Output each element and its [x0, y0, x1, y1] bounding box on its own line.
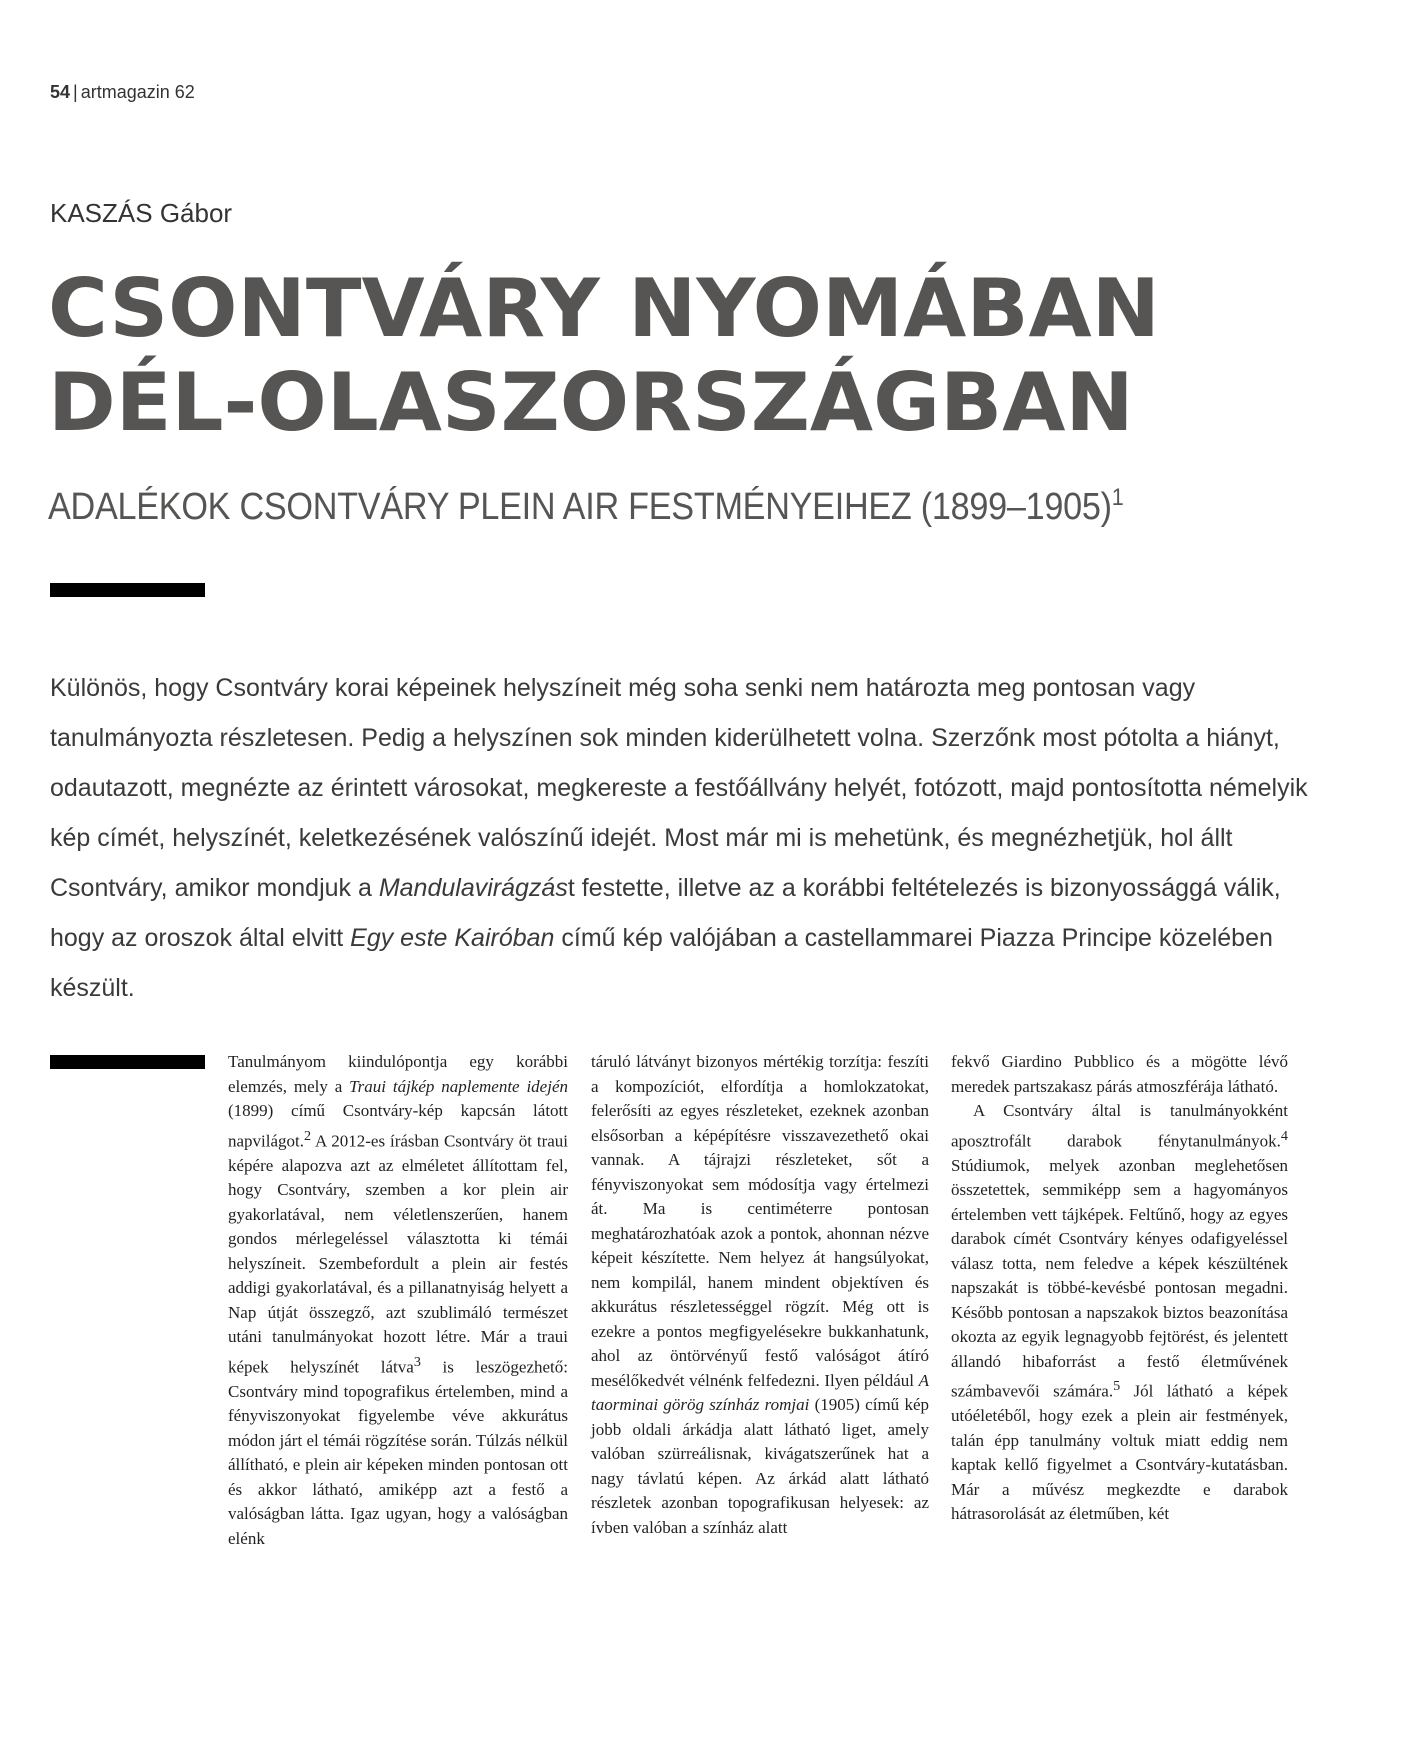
footnote-marker: 4 [1280, 1127, 1288, 1144]
body-text: A Csontváry által is tanulmányokként aposztrofált darabok fénytanulmányok. [951, 1101, 1288, 1151]
body-text: táruló látványt bizonyos mértékig torzítja: feszíti a kompozíciót, elfordítja a homlokzatokat, felerősíti az egyes részleteket, ezeknek azonban elsősorban a képépítésre visszavezethető okai vannak. A tájrajzi részleteket, sőt a fényviszonyokat sem módosítja vagy értelmezi át. Ma is centiméterre pontosan meghatározhatóak azok a pontok, ahonnan nézve képeit készítette. Nem helyez át hangsúlyokat, nem kompilál, hanem mindent objektíven és akkurátus részletességgel rögzít. Még ott is ezekre a pontos megfigyelésekre bukkanhatunk, ahol az öntörvényű festő valóságot átíró mesélőkedvét vélnénk felfedezni. Ilyen például [591, 1052, 929, 1390]
title-line-2: DÉL-OLASZORSZÁGBAN [48, 356, 1134, 449]
lead-italic-title-2: Egy este Kairóban [350, 924, 555, 952]
body-column-3 [951, 1050, 1288, 1527]
title-divider-bar [50, 583, 205, 597]
body-italic-title: A taorminai görög színház romjai [591, 1370, 929, 1414]
footnote-marker: 5 [1113, 1378, 1121, 1395]
body-divider-bar [50, 1055, 205, 1069]
subtitle-footnote-marker: 1 [1111, 484, 1124, 511]
footnote-marker: 3 [413, 1353, 421, 1370]
body-text: (1899) című Csontváry-kép kapcsán látott napvilágot. [228, 1101, 568, 1151]
lead-italic-title-1: Mandulavirágzás [378, 874, 568, 902]
page-header [50, 82, 195, 103]
body-italic-title: Traui tájkép naplemente idején [349, 1076, 569, 1096]
body-paragraph [228, 1050, 568, 1551]
article-author: KASZÁS Gábor [50, 198, 233, 228]
lead-text-3: című kép valójában a castellammarei Piazza Principe közelében készült. [50, 924, 1273, 1002]
body-text: Jól látható a képek utóéletéből, hogy ezek a plein air festmények, talán épp tanulmány voltuk miatt eddig nem kaptak kellő figyelmet a Csontváry-kutatásban. Már a művész megkezdte e darabok hátrasorolását az életműben, két [951, 1381, 1288, 1524]
body-paragraph: fekvő Giardino Pubblico és a mögötte lévő meredek partszakasz párás atmoszférája látható. [951, 1052, 1288, 1096]
footnote-marker: 2 [304, 1127, 312, 1144]
body-text: Stúdiumok, melyek azonban meglehetősen összetettek, semmiképp sem a hagyományos értelemben vett tájképek. Feltűnő, hogy az egyes darabok címét Csontváry kényes odafigyeléssel válasz totta, nem feledve a képek készültének napszakát is többé-kevésbé pontosan megadni. Később pontosan a napszakok biztos beazonítása okozta az egyik legnagyobb fejtörést, és jelentett állandó hibaforrást a festő életművének számbavevői számára. [951, 1155, 1288, 1401]
body-text: A 2012-es írásban Csontváry öt traui képére alapozva azt az elméletet állítottam fel, hogy Csontváry, szemben a kor plein air gyakorlatával, nem véletlenszerűen, hanem gondos mérlegeléssel választotta ki témái helyszíneit. Szembefordult a plein air festés addigi gyakorlatával, és a pillanatnyiság helyett a Nap útját összegző, azt szublimáló természet utáni tanulmányokat hozott létre. Már a traui képek helyszínét látva [228, 1131, 568, 1377]
body-text: (1905) című kép jobb oldali árkádja alatt látható liget, amely valóban szürreálisnak, kivágatszerűnek hat a nagy távlatú képen. Az árkád alatt látható részletek azonban topografikusan helyesek: az ívben valóban a színház alatt [591, 1395, 929, 1537]
body-column-1 [228, 1050, 568, 1551]
body-text: Tanulmányom kiindulópontja egy korábbi elemzés, mely a [228, 1052, 568, 1096]
body-column-2 [591, 1050, 929, 1540]
article-title [48, 262, 1160, 450]
body-paragraph [591, 1050, 929, 1540]
magazine-name: artmagazin 62 [80, 82, 195, 102]
body-text: is leszögezhető: Csontváry mind topografikus értelemben, mind a fényviszonyokat figyelembe véve akkurátus módon járt el témái rögzítése során. Túlzás nélkül állítható, e plein air képeken minden pontosan ott és akkor látható, amiképp azt a festő a valóságban látta. Igaz ugyan, hogy a valóságban elénk [228, 1357, 568, 1548]
lead-text-2: t festette, illetve az a korábbi feltételezés is bizonyossággá válik, hogy az oroszok által elvitt [50, 874, 1281, 952]
article-lead [50, 663, 1310, 1013]
header-separator: | [73, 82, 78, 102]
page-number: 54 [50, 82, 71, 102]
lead-text-1: Különös, hogy Csontváry korai képeinek helyszíneit még soha senki nem határozta meg pontosan vagy tanulmányozta részletesen. Pedig a helyszínen sok minden kiderülhetett volna. Szerzőnk most pótolta a hiányt, odautazott, megnézte az érintett városokat, megkereste a festőállvány helyét, fotózott, majd pontosította némelyik kép címét, helyszínét, keletkezésének valószínű idejét. Most már mi is mehetünk, és megnézhetjük, hol állt Csontváry, amikor mondjuk a [50, 674, 1308, 902]
article-subtitle [48, 484, 1124, 529]
subtitle-text: ADALÉKOK CSONTVÁRY PLEIN AIR FESTMÉNYEIHEZ (1899–1905) [48, 486, 1112, 528]
body-paragraph [951, 1099, 1288, 1527]
title-line-1: CSONTVÁRY NYOMÁBAN [48, 262, 1160, 355]
